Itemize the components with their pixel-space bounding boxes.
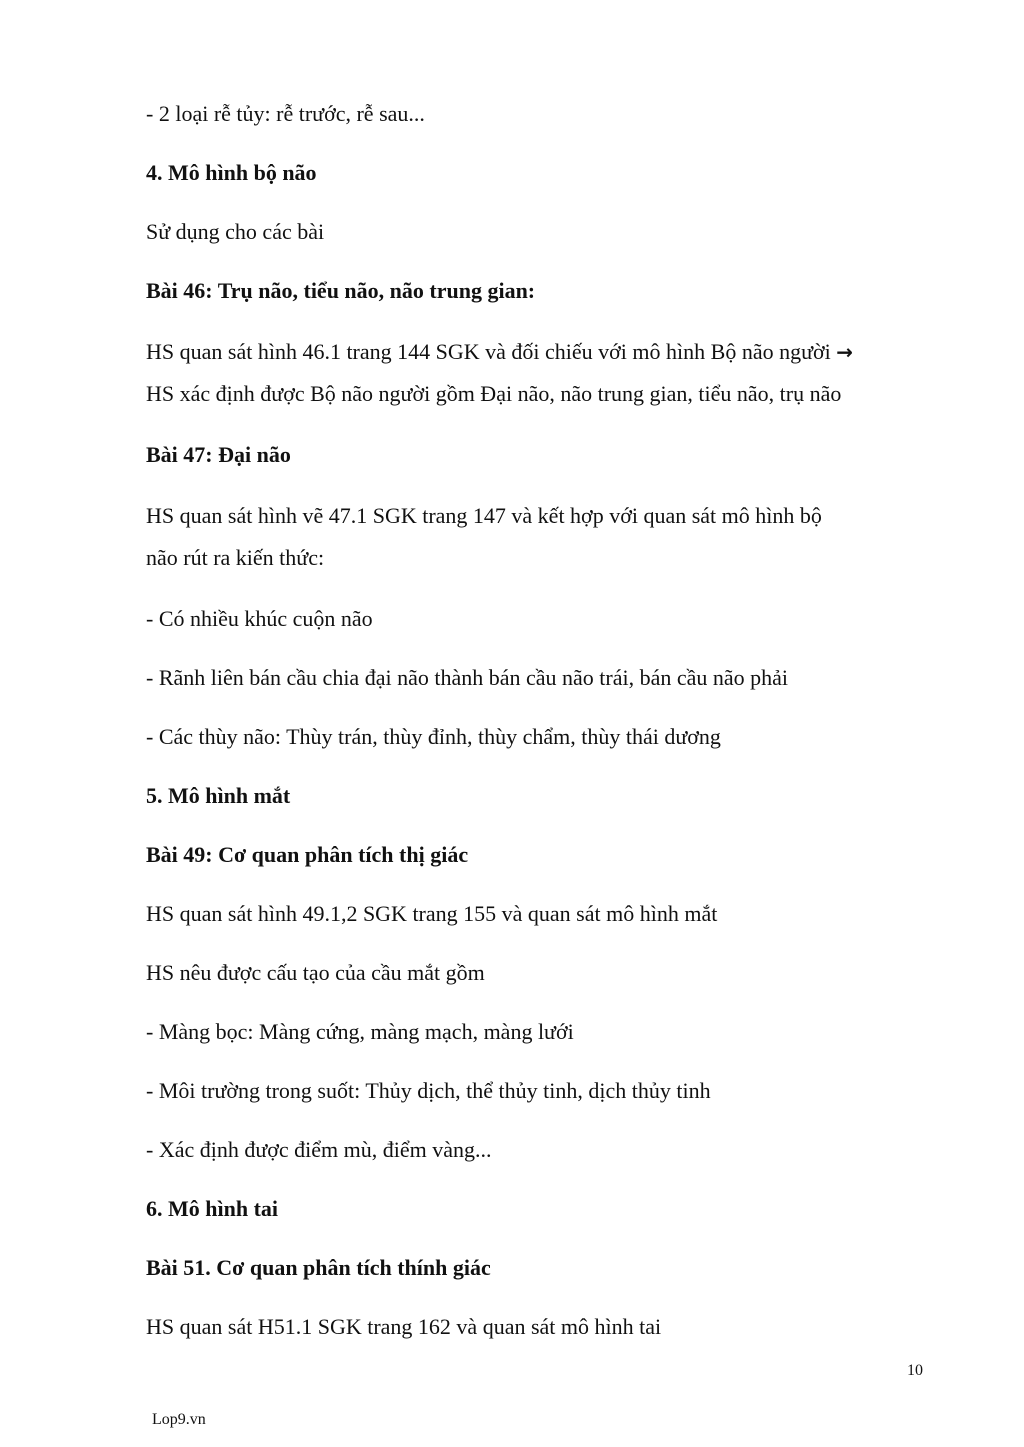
body-text: HS quan sát hình 49.1,2 SGK trang 155 và quan sát mô hình mắt (146, 901, 718, 926)
paragraph (146, 895, 936, 933)
paragraph (146, 1308, 936, 1346)
lesson-heading: Bài 51. Cơ quan phân tích thính giác (146, 1255, 491, 1280)
paragraph (146, 1072, 936, 1110)
paragraph (146, 836, 936, 874)
body-text: HS quan sát H51.1 SGK trang 162 và quan sát mô hình tai (146, 1314, 662, 1339)
section-heading: 6. Mô hình tai (146, 1196, 279, 1221)
list-item: - 2 loại rễ tủy: rễ trước, rễ sau... (146, 101, 425, 126)
footer-text: Lop9.vn (152, 1411, 206, 1428)
lesson-heading: Bài 49: Cơ quan phân tích thị giác (146, 842, 469, 867)
list-item: - Môi trường trong suốt: Thủy dịch, thể thủy tinh, dịch thủy tinh (146, 1078, 711, 1103)
paragraph (146, 154, 936, 192)
paragraph (146, 213, 936, 251)
paragraph (146, 659, 936, 697)
paragraph (146, 495, 936, 579)
page-number: 10 (907, 1362, 923, 1379)
paragraph (146, 95, 936, 133)
body-text-line (146, 331, 936, 373)
body-text: Sử dụng cho các bài (146, 219, 325, 244)
paragraph (146, 1013, 936, 1051)
paragraph (146, 331, 936, 415)
paragraph (146, 777, 936, 815)
list-item: - Có nhiều khúc cuộn não (146, 606, 373, 631)
list-item: - Màng bọc: Màng cứng, màng mạch, màng lưới (146, 1019, 574, 1044)
section-heading: 5. Mô hình mắt (146, 783, 291, 808)
body-text-segment: HS quan sát hình 46.1 trang 144 SGK và đối chiếu với mô hình Bộ não người (146, 339, 831, 364)
list-item: - Rãnh liên bán cầu chia đại não thành bán cầu não trái, bán cầu não phải (146, 665, 789, 690)
lesson-heading: Bài 47: Đại não (146, 442, 291, 467)
section-heading: 4. Mô hình bộ não (146, 160, 317, 185)
lesson-heading: Bài 46: Trụ não, tiểu não, não trung gian: (146, 278, 536, 303)
body-text: HS nêu được cấu tạo của cầu mắt gồm (146, 960, 485, 985)
arrow-right-icon: → (836, 340, 854, 364)
paragraph (146, 1190, 936, 1228)
list-item: - Xác định được điểm mù, điểm vàng... (146, 1137, 492, 1162)
paragraph (146, 436, 936, 474)
body-text-line: HS xác định được Bộ não người gồm Đại não, não trung gian, tiểu não, trụ não (146, 381, 842, 406)
paragraph (146, 1249, 936, 1287)
paragraph (146, 954, 936, 992)
document-body (146, 95, 936, 1367)
paragraph (146, 718, 936, 756)
paragraph (146, 272, 936, 310)
list-item: - Các thùy não: Thùy trán, thùy đỉnh, thùy chẩm, thùy thái dương (146, 724, 721, 749)
body-text-line: HS quan sát hình vẽ 47.1 SGK trang 147 và kết hợp với quan sát mô hình bộ (146, 503, 822, 528)
paragraph (146, 600, 936, 638)
paragraph (146, 1131, 936, 1169)
body-text-line: não rút ra kiến thức: (146, 545, 325, 570)
